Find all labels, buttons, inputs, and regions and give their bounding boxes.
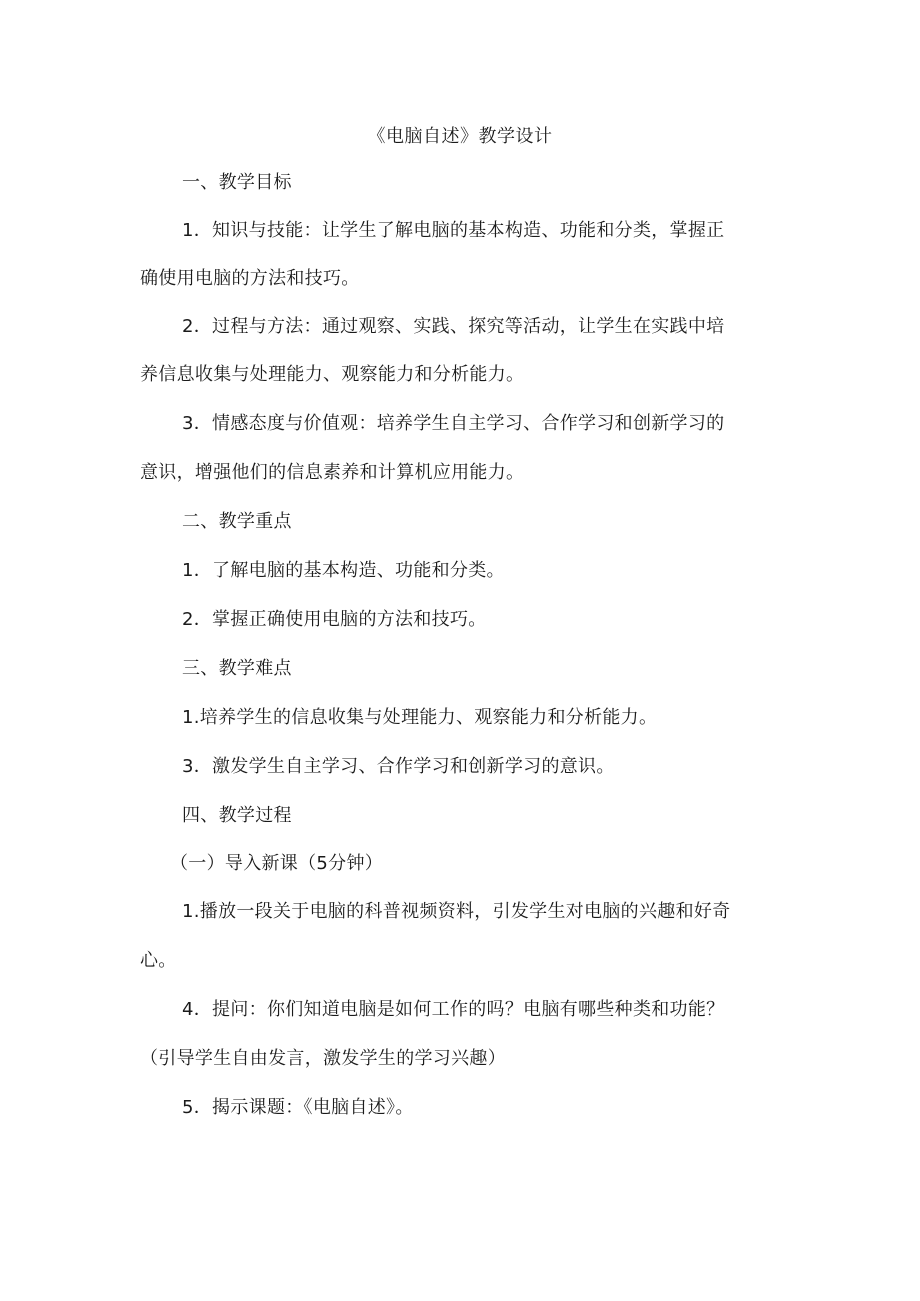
paragraph-line: 2．掌握正确使用电脑的方法和技巧。 (182, 609, 487, 630)
heading-teaching-focus: 二、教学重点 (182, 511, 292, 532)
heading-teaching-process: 四、教学过程 (182, 805, 292, 826)
paragraph-line: 4．提问：你们知道电脑是如何工作的吗？电脑有哪些种类和功能？ (182, 999, 725, 1020)
paragraph-line: 意识，增强他们的信息素养和计算机应用能力。 (140, 462, 525, 483)
paragraph-line: 心。 (140, 950, 177, 971)
paragraph-line: 3．情感态度与价值观：培养学生自主学习、合作学习和创新学习的 (182, 413, 725, 434)
paragraph-line: 3．激发学生自主学习、合作学习和创新学习的意识。 (182, 756, 615, 777)
paragraph-line: 2．过程与方法：通过观察、实践、探究等活动，让学生在实践中培 (182, 316, 725, 337)
document-title: 《电脑自述》教学设计 (367, 126, 553, 147)
paragraph-line: 5．揭示课题：《电脑自述》。 (182, 1097, 414, 1118)
paragraph-line: 1.培养学生的信息收集与处理能力、观察能力和分析能力。 (182, 707, 658, 728)
heading-teaching-goals: 一、教学目标 (182, 172, 292, 193)
paragraph-line: 确使用电脑的方法和技巧。 (140, 268, 360, 289)
heading-teaching-difficulty: 三、教学难点 (182, 658, 292, 679)
paragraph-line: 1．知识与技能：让学生了解电脑的基本构造、功能和分类，掌握正 (182, 220, 725, 241)
paragraph-line: （引导学生自由发言，激发学生的学习兴趣） (140, 1048, 506, 1069)
paragraph-line: 1．了解电脑的基本构造、功能和分类。 (182, 560, 505, 581)
paragraph-line: 1.播放一段关于电脑的科普视频资料，引发学生对电脑的兴趣和好奇 (182, 901, 731, 922)
paragraph-line: 养信息收集与处理能力、观察能力和分析能力。 (140, 364, 525, 385)
subheading-intro: （一）导入新课（5分钟） (170, 853, 384, 874)
